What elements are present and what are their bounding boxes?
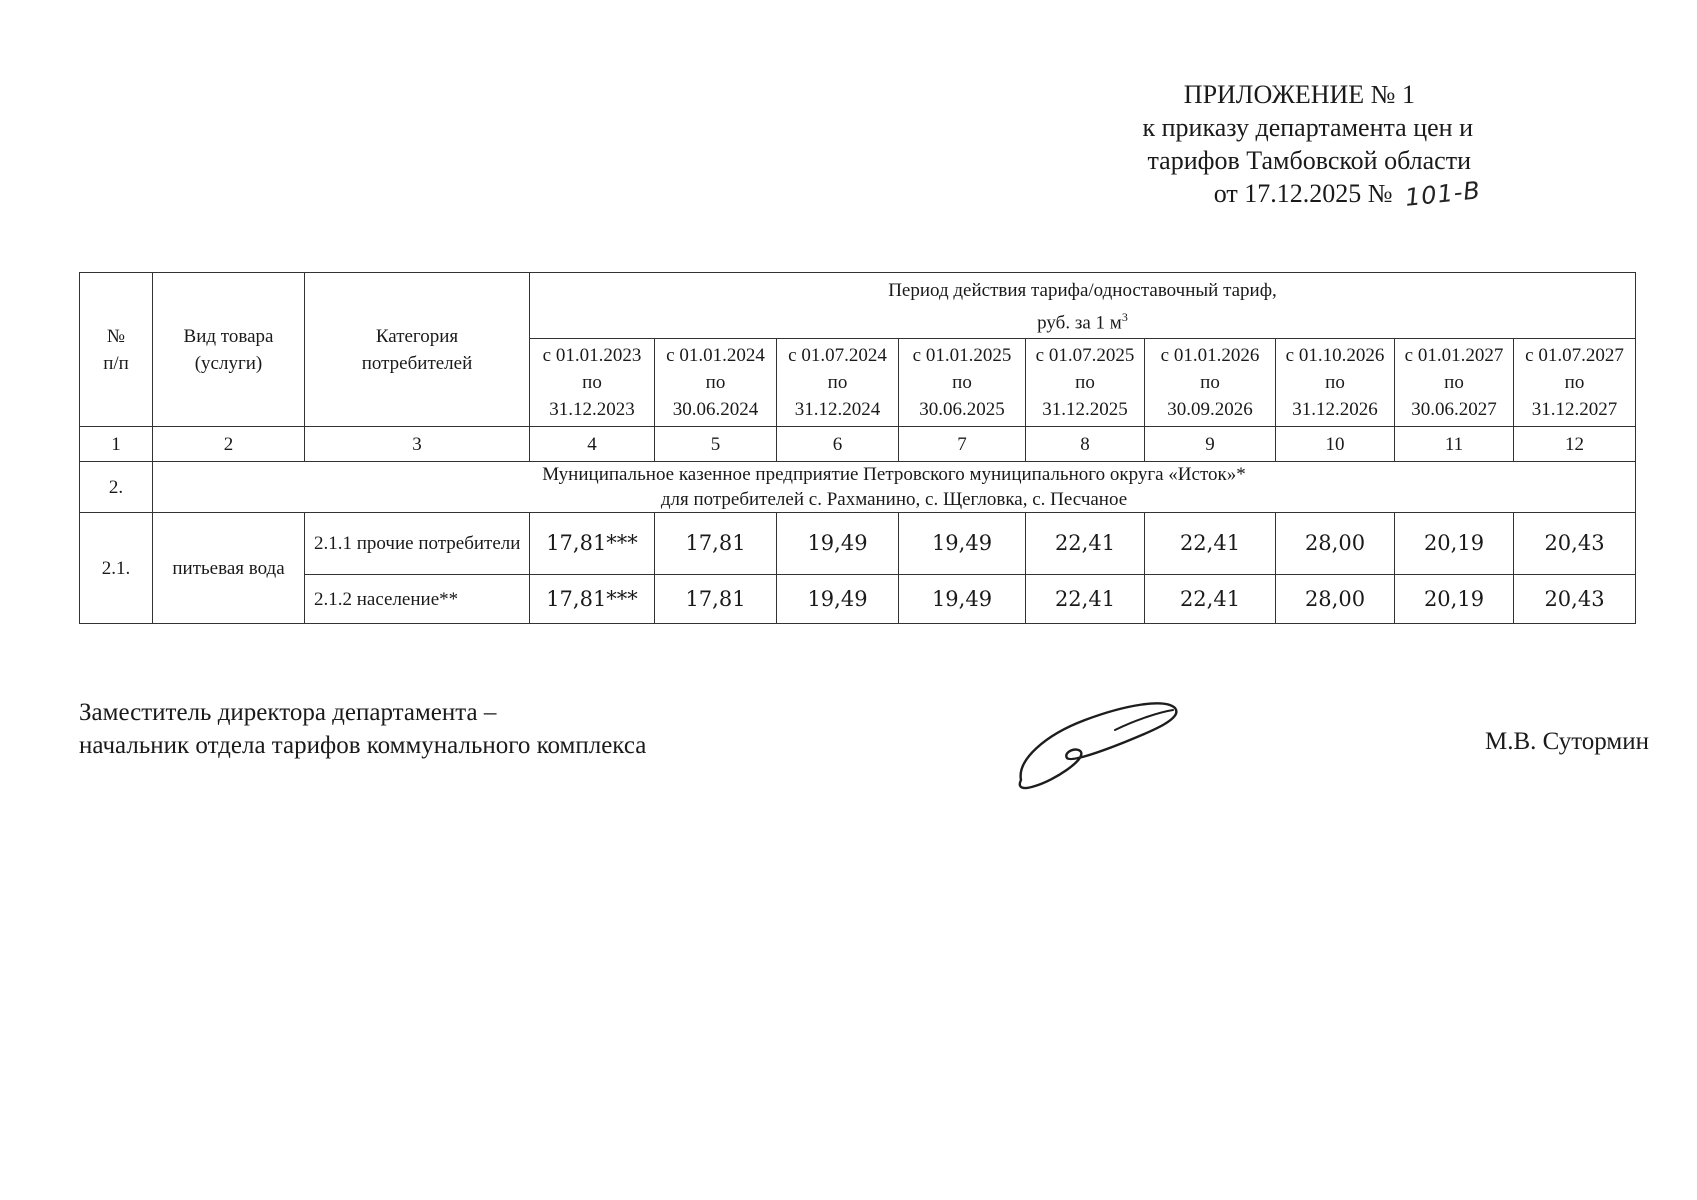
- consumer-category: 2.1.2 население**: [305, 575, 530, 624]
- appendix-title: ПРИЛОЖЕНИЕ № 1: [1183, 80, 1415, 109]
- table-header-row: [80, 273, 1636, 339]
- column-number: 9: [1145, 427, 1276, 462]
- appendix-header: [1143, 78, 1481, 211]
- period-to: 30.09.2026: [1167, 399, 1253, 421]
- period-from: с 01.01.2026: [1160, 345, 1260, 367]
- handwritten-order-number: 101-В: [1403, 176, 1483, 212]
- tariff-value: 20,43: [1514, 575, 1636, 624]
- section-number: 2.: [80, 462, 153, 513]
- header-goods: [153, 273, 305, 427]
- period-from: с 01.07.2027: [1525, 345, 1624, 367]
- tariff-value: 17,81***: [530, 575, 655, 624]
- signer-name: М.В. Сутормин: [1484, 728, 1649, 755]
- period-mid: по: [705, 372, 726, 394]
- appendix-subtitle-line1: к приказу департамента цен и: [1142, 113, 1473, 142]
- header-goods-line2: (услуги): [194, 352, 263, 374]
- period-to: 30.06.2025: [919, 399, 1005, 421]
- period-cell: [1395, 339, 1514, 427]
- tariff-value: 19,49: [777, 575, 899, 624]
- column-number: 2: [153, 427, 305, 462]
- item-goods: питьевая вода: [153, 513, 305, 624]
- tariff-value: 20,19: [1395, 575, 1514, 624]
- tariff-value: 19,49: [899, 513, 1026, 575]
- organization-consumers: для потребителей с. Рахманино, с. Щегловка, с. Песчаное: [660, 489, 1128, 511]
- period-mid: по: [827, 372, 848, 394]
- position-line1: Заместитель директора департамента –: [79, 699, 497, 726]
- tariff-value: 22,41: [1145, 513, 1276, 575]
- tariff-value: 17,81: [655, 575, 777, 624]
- period-mid: по: [1564, 372, 1585, 394]
- tariff-value: 22,41: [1026, 513, 1145, 575]
- tariff-value: 19,49: [899, 575, 1026, 624]
- header-category-line1: Категория: [375, 325, 459, 347]
- column-number: 12: [1514, 427, 1636, 462]
- tariff-value: 22,41: [1145, 575, 1276, 624]
- tariff-value: 20,19: [1395, 513, 1514, 575]
- period-cell: [1514, 339, 1636, 427]
- period-to: 31.12.2026: [1292, 399, 1378, 421]
- consumer-category: 2.1.1 прочие потребители: [305, 513, 530, 575]
- header-no: [80, 273, 153, 427]
- period-from: с 01.10.2026: [1285, 345, 1385, 367]
- period-to: 31.12.2025: [1042, 399, 1128, 421]
- column-number: 5: [655, 427, 777, 462]
- column-number: 10: [1276, 427, 1395, 462]
- period-to: 31.12.2027: [1531, 399, 1618, 421]
- organization-cell: [153, 462, 1636, 513]
- column-number: 7: [899, 427, 1026, 462]
- period-cell: [530, 339, 655, 427]
- item-number: 2.1.: [80, 513, 153, 624]
- header-category: [305, 273, 530, 427]
- header-period-line2: [532, 304, 1633, 336]
- period-cell: [1026, 339, 1145, 427]
- organization-name: Муниципальное казенное предприятие Петровского муниципального округа «Исток»*: [542, 464, 1246, 486]
- period-from: с 01.01.2025: [912, 345, 1012, 367]
- period-to: 31.12.2023: [549, 399, 635, 421]
- position-line2: начальник отдела тарифов коммунального комплекса: [79, 732, 647, 759]
- period-cell: [1276, 339, 1395, 427]
- handwritten-signature: [1015, 690, 1185, 795]
- column-number: 3: [305, 427, 530, 462]
- order-date: от 17.12.2025 №: [1213, 179, 1393, 208]
- table-row: [80, 513, 1636, 575]
- period-to: 30.06.2027: [1411, 399, 1497, 421]
- organization-row: [80, 462, 1636, 513]
- period-mid: по: [1325, 372, 1345, 394]
- header-no-line2: п/п: [103, 352, 129, 374]
- period-cell: [777, 339, 899, 427]
- header-period-line1: Период действия тарифа/одноставочный тариф,: [888, 280, 1277, 301]
- period-from: с 01.01.2027: [1404, 345, 1504, 367]
- period-mid: по: [1444, 372, 1464, 394]
- header-category-line2: потребителей: [361, 352, 473, 374]
- column-number: 4: [530, 427, 655, 462]
- order-date-line: [1143, 177, 1481, 211]
- tariff-value: 17,81***: [530, 513, 655, 575]
- period-from: с 01.07.2025: [1035, 345, 1135, 367]
- column-number-row: [80, 427, 1636, 462]
- tariff-value: 28,00: [1276, 575, 1395, 624]
- tariff-value: 28,00: [1276, 513, 1395, 575]
- header-period: [530, 273, 1636, 339]
- period-from: с 01.07.2024: [788, 345, 887, 367]
- table-row: [80, 575, 1636, 624]
- period-mid: по: [952, 372, 972, 394]
- header-no-line1: №: [106, 325, 126, 347]
- column-number: 8: [1026, 427, 1145, 462]
- header-goods-line1: Вид товара: [183, 325, 274, 347]
- tariff-table: [79, 272, 1636, 624]
- tariff-value: 19,49: [777, 513, 899, 575]
- period-cell: [899, 339, 1026, 427]
- period-from: с 01.01.2023: [542, 345, 642, 367]
- column-number: 11: [1395, 427, 1514, 462]
- header-period-unit: руб. за 1 м: [1037, 312, 1122, 334]
- period-mid: по: [1200, 372, 1220, 394]
- period-cell: [1145, 339, 1276, 427]
- tariff-value: 22,41: [1026, 575, 1145, 624]
- period-mid: по: [582, 372, 602, 394]
- column-number: 1: [80, 427, 153, 462]
- tariff-value: 17,81: [655, 513, 777, 575]
- period-to: 30.06.2024: [672, 399, 759, 421]
- signatory-position: [79, 696, 646, 762]
- period-to: 31.12.2024: [794, 399, 881, 421]
- tariff-value: 20,43: [1514, 513, 1636, 575]
- period-cell: [655, 339, 777, 427]
- appendix-subtitle-line2: тарифов Тамбовской области: [1147, 146, 1471, 175]
- header-period-unit-sup: 3: [1121, 310, 1128, 324]
- period-mid: по: [1075, 372, 1095, 394]
- column-number: 6: [777, 427, 899, 462]
- period-from: с 01.01.2024: [666, 345, 765, 367]
